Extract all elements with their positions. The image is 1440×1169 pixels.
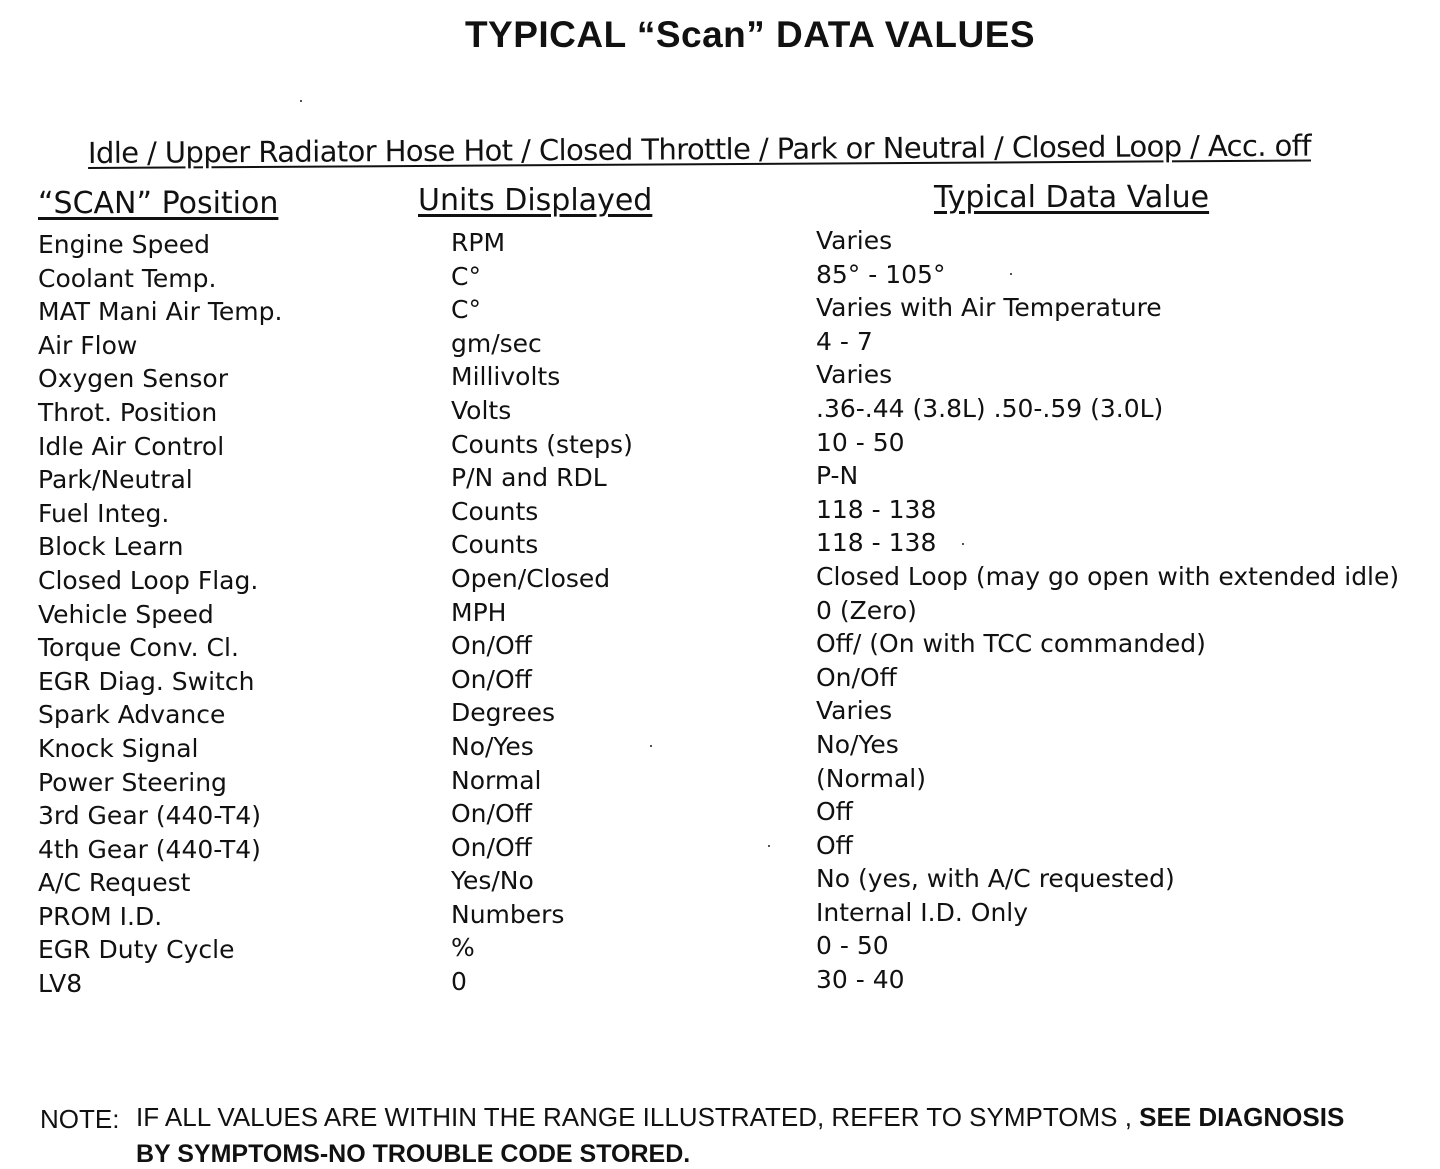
table-row <box>0 293 1440 331</box>
cell-scan-position: EGR Diag. Switch <box>38 666 255 696</box>
scan-data-table <box>0 226 1440 1003</box>
table-row <box>0 326 1440 365</box>
cell-units: Millivolts <box>451 362 561 392</box>
cell-units: Counts <box>451 530 539 560</box>
cell-scan-position: Knock Signal <box>38 733 199 763</box>
cell-typical-value: Varies <box>816 226 893 255</box>
cell-units: No/Yes <box>451 731 534 761</box>
table-row <box>0 427 1440 466</box>
cell-typical-value: P-N <box>816 461 859 491</box>
cell-units: RPM <box>451 228 506 257</box>
scan-speck <box>300 100 302 102</box>
cell-units: On/Off <box>451 631 532 661</box>
cell-scan-position: Torque Conv. Cl. <box>38 633 239 663</box>
cell-typical-value: 30 - 40 <box>816 965 905 995</box>
cell-typical-value: Varies <box>816 696 893 726</box>
cell-units: C° <box>451 261 481 291</box>
scan-speck <box>1010 273 1012 275</box>
table-row <box>0 494 1440 533</box>
note-label: NOTE: <box>40 1104 120 1134</box>
cell-units: Counts (steps) <box>451 429 633 459</box>
cell-scan-position: PROM I.D. <box>38 901 163 931</box>
cell-scan-position: Closed Loop Flag. <box>38 565 259 595</box>
header-scan-position: “SCAN” Position <box>38 186 279 221</box>
table-row <box>0 864 1440 902</box>
cell-typical-value: No (yes, with A/C requested) <box>816 864 1175 894</box>
table-row <box>0 629 1440 667</box>
cell-units: On/Off <box>451 799 532 829</box>
scan-speck <box>768 845 770 847</box>
cell-typical-value: No/Yes <box>816 729 899 759</box>
table-row <box>0 830 1440 869</box>
table-row <box>0 696 1440 734</box>
table-row <box>0 595 1440 634</box>
cell-typical-value: Off <box>816 830 853 860</box>
cell-scan-position: Power Steering <box>38 767 227 797</box>
cell-units: Open/Closed <box>451 563 611 593</box>
table-row <box>0 226 1440 264</box>
cell-typical-value: On/Off <box>816 662 897 692</box>
table-row <box>0 393 1440 432</box>
cell-typical-value: .36-.44 (3.8L) .50-.59 (3.0L) <box>816 393 1164 423</box>
cell-typical-value: Off <box>816 797 853 827</box>
cell-typical-value: Closed Loop (may go open with extended idle) <box>816 561 1400 591</box>
cell-typical-value: 0 - 50 <box>816 931 889 961</box>
cell-typical-value: Internal I.D. Only <box>816 897 1029 927</box>
cell-typical-value: Varies <box>816 360 893 390</box>
cell-units: C° <box>451 295 481 325</box>
note-line-1-text: IF ALL VALUES ARE WITHIN THE RANGE ILLUSTRATED, REFER TO SYMPTOMS , <box>136 1102 1132 1132</box>
cell-scan-position: Oxygen Sensor <box>38 364 229 394</box>
page-title: TYPICAL “Scan” DATA VALUES <box>464 14 1036 55</box>
table-row <box>0 797 1440 835</box>
note-line-1-bold: SEE DIAGNOSIS <box>1139 1102 1345 1132</box>
table-row <box>0 965 1440 1003</box>
table-row <box>0 561 1440 600</box>
cell-scan-position: LV8 <box>38 969 83 999</box>
cell-typical-value: 118 - 138 <box>816 494 937 524</box>
cell-scan-position: Throt. Position <box>38 397 218 427</box>
table-row <box>0 528 1440 566</box>
cell-typical-value: 118 - 138 <box>816 528 937 558</box>
table-row <box>0 360 1440 398</box>
cell-units: gm/sec <box>451 328 542 358</box>
table-row <box>0 662 1440 701</box>
table-row <box>0 897 1440 936</box>
cell-units: Normal <box>451 765 542 795</box>
cell-scan-position: Park/Neutral <box>38 465 193 495</box>
cell-units: P/N and RDL <box>451 463 607 493</box>
cell-scan-position: MAT Mani Air Temp. <box>38 297 283 327</box>
cell-units: MPH <box>451 597 507 627</box>
cell-typical-value: 0 (Zero) <box>816 595 917 625</box>
table-row <box>0 729 1440 768</box>
cell-units: % <box>451 933 475 963</box>
cell-scan-position: A/C Request <box>38 868 191 898</box>
cell-units: Numbers <box>451 899 565 929</box>
header-units-displayed: Units Displayed <box>418 183 653 218</box>
cell-typical-value: 10 - 50 <box>816 427 905 457</box>
cell-scan-position: Vehicle Speed <box>38 599 214 629</box>
table-row <box>0 931 1440 969</box>
cell-scan-position: Block Learn <box>38 532 184 562</box>
note-line-1 <box>136 1102 1344 1133</box>
table-row <box>0 461 1440 499</box>
cell-units: Volts <box>451 395 512 425</box>
header-typical-data-value: Typical Data Value <box>934 180 1210 215</box>
cell-scan-position: Coolant Temp. <box>38 263 217 293</box>
cell-scan-position: EGR Duty Cycle <box>38 935 235 965</box>
cell-typical-value: Off/ (On with TCC commanded) <box>816 629 1206 659</box>
cell-units: On/Off <box>451 832 532 862</box>
cell-units: Degrees <box>451 698 556 728</box>
cell-scan-position: Engine Speed <box>38 230 210 259</box>
cell-scan-position: Idle Air Control <box>38 431 225 461</box>
cell-units: Counts <box>451 496 539 526</box>
scan-speck <box>650 745 652 747</box>
table-row <box>0 763 1440 802</box>
cell-units: 0 <box>451 967 467 997</box>
cell-scan-position: 3rd Gear (440-T4) <box>38 801 261 831</box>
cell-typical-value: 4 - 7 <box>816 326 873 356</box>
note-line-2: BY SYMPTOMS-NO TROUBLE CODE STORED. <box>136 1140 691 1168</box>
cell-typical-value: Varies with Air Temperature <box>816 293 1162 323</box>
cell-typical-value: 85° - 105° <box>816 259 946 289</box>
test-conditions: Idle / Upper Radiator Hose Hot / Closed Throttle / Park or Neutral / Closed Loop / Acc. off <box>87 128 1312 170</box>
cell-typical-value: (Normal) <box>816 763 926 793</box>
cell-scan-position: Air Flow <box>38 330 138 360</box>
table-row <box>0 259 1440 298</box>
cell-scan-position: 4th Gear (440-T4) <box>38 834 261 864</box>
cell-units: Yes/No <box>451 866 534 896</box>
cell-units: On/Off <box>451 664 532 694</box>
cell-scan-position: Fuel Integ. <box>38 498 170 528</box>
scan-speck <box>962 543 964 545</box>
cell-scan-position: Spark Advance <box>38 700 226 730</box>
